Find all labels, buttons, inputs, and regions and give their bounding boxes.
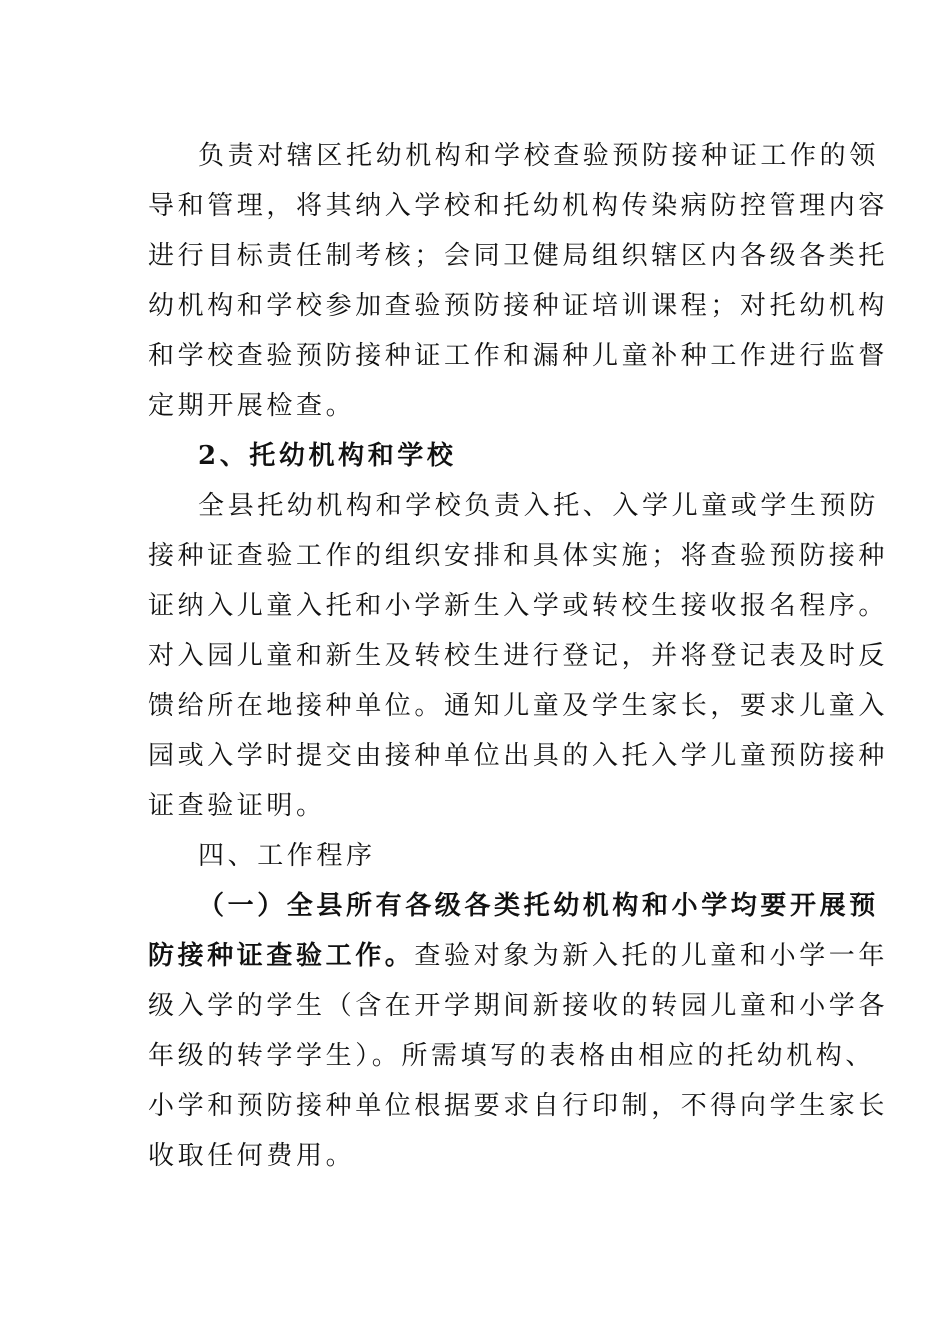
paragraph-line: 进行目标责任制考核；会同卫健局组织辖区内各级各类托: [148, 241, 889, 271]
section-heading: 2、托幼机构和学校: [198, 441, 457, 471]
paragraph-line: 园或入学时提交由接种单位出具的入托入学儿童预防接种: [148, 741, 889, 771]
paragraph-line: 导和管理，将其纳入学校和托幼机构传染病防控管理内容: [148, 191, 889, 221]
paragraph-line: 证查验证明。: [148, 791, 326, 821]
paragraph-line: 接种证查验工作的组织安排和具体实施；将查验预防接种: [148, 541, 889, 571]
paragraph-line: 小学和预防接种单位根据要求自行印制，不得向学生家长: [148, 1091, 889, 1121]
subsection-heading-end: 防接种证查验工作。: [148, 941, 415, 971]
paragraph-line: 对入园儿童和新生及转校生进行登记，并将登记表及时反: [148, 641, 889, 671]
paragraph-line: 级入学的学生（含在开学期间新接收的转园儿童和小学各: [148, 991, 889, 1021]
paragraph-line: 定期开展检查。: [148, 391, 356, 421]
paragraph-text: 查验对象为新入托的儿童和小学一年: [414, 941, 889, 971]
paragraph-line: 年级的转学学生）。所需填写的表格由相应的托幼机构、: [148, 1041, 876, 1071]
paragraph-line: 和学校查验预防接种证工作和漏种儿童补种工作进行监督: [148, 341, 889, 371]
paragraph-line: 馈给所在地接种单位。通知儿童及学生家长，要求儿童入: [148, 691, 889, 721]
section-heading: 四、工作程序: [198, 841, 376, 871]
paragraph-line: [148, 936, 888, 976]
paragraph-line: 收取任何费用。: [148, 1141, 356, 1171]
paragraph-line: 负责对辖区托幼机构和学校查验预防接种证工作的领: [198, 141, 879, 171]
paragraph-line: 证纳入儿童入托和小学新生入学或转校生接收报名程序。: [148, 591, 889, 621]
subsection-heading: （一）全县所有各级各类托幼机构和小学均要开展预: [198, 891, 879, 921]
paragraph-line: 幼机构和学校参加查验预防接种证培训课程；对托幼机构: [148, 291, 889, 321]
paragraph-line: 全县托幼机构和学校负责入托、入学儿童或学生预防: [198, 491, 879, 521]
